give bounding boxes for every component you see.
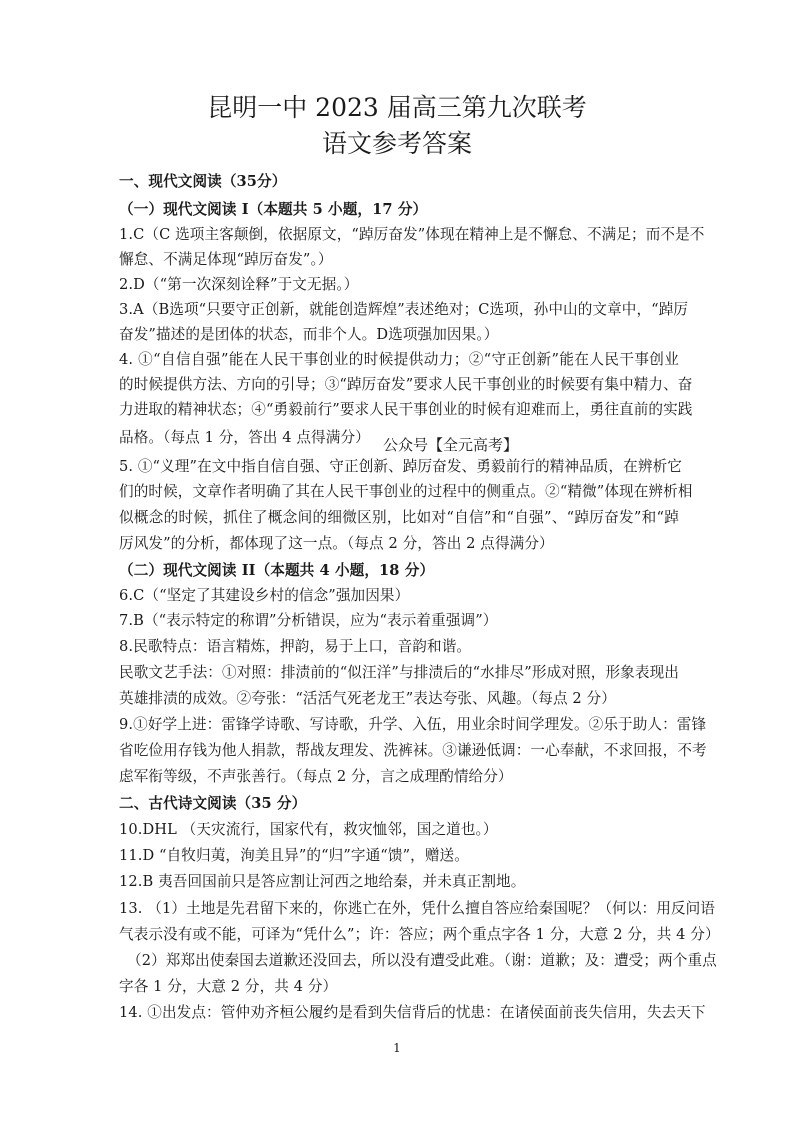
answer-q13-line: 13. （1）土地是先君留下来的，你逃亡在外，凭什么擅自答应给秦国呢？（何以：用反问语 <box>119 900 715 917</box>
answer-q14-line: 14. ①出发点：管仲劝齐桓公履约是看到失信背后的忧患：在诸侯面前丧失信用，失去天下 <box>119 1004 706 1021</box>
answer-q9-line: 省吃俭用存钱为他人捐款，帮战友理发、洗裤袜。③谦逊低调：一心奉献，不求回报，不考 <box>119 742 707 759</box>
answer-q4-line: 的时候提供方法、方向的引导；③“踔厉奋发”要求人民干事创业的时候要有集中精力、奋 <box>119 376 693 393</box>
answer-q4-line: 4. ①“自信自强”能在人民干事创业的时候提供动力；②“守正创新”能在人民干事创业 <box>119 351 679 368</box>
page-number: 1 <box>393 1041 401 1055</box>
answer-q11-line: 11.D “自牧归荑，洵美且异”的“归”字通“馈”，赠送。 <box>119 847 469 864</box>
watermark-stamp: 公众号【全元高考】 <box>383 436 519 454</box>
answer-q10-line: 10.DHL （天灾流行，国家代有，救灾恤邻，国之道也。） <box>119 821 498 838</box>
document-subtitle: 语文参考答案 <box>321 129 472 158</box>
answer-q13-line: 气表示没有或不能，可译为“凭什么”；许：答应；两个重点字各 1 分，大意 2 分，共 4 分） <box>119 926 720 943</box>
answer-q5-line: 似概念的时候，抓住了概念间的细微区别，比如对“自信”和“自强”、“踔厉奋发”和“踔 <box>119 509 679 526</box>
answer-q5-line: 们的时候，文章作者明确了其在人民干事创业的过程中的侧重点。②“精微”体现在辨析相 <box>119 483 693 500</box>
answer-q3-line: 3.A（B选项“只要守正创新，就能创造辉煌”表述绝对；C选项，孙中山的文章中，“踔厉 <box>119 301 689 318</box>
answer-q1-line: 懈怠、不满足体现“踔厉奋发”。） <box>119 251 333 268</box>
section-heading-classical-reading: 二、古代诗文阅读（35 分） <box>119 795 307 812</box>
answer-q8-line: 英雄排渍的成效。②夸张：“活活气死老龙王”表达夸张、风趣。（每点 2 分） <box>119 690 616 707</box>
answer-q12-line: 12.B 夷吾回国前只是答应割让河西之地给秦，并未真正割地。 <box>119 873 526 890</box>
answer-q7-line: 7.B（“表示特定的称谓”分析错误，应为“表示着重强调”） <box>119 612 498 629</box>
answer-q2-line: 2.D（“第一次深刻诠释”于文无据。） <box>119 276 359 293</box>
answer-q13-line: 字各 1 分，大意 2 分，共 4 分） <box>119 978 338 995</box>
answer-q9-line: 虑军衔等级，不声张善行。（每点 2 分，言之成理酌情给分） <box>119 768 513 785</box>
document-title: 昆明一中 2023 届高三第九次联考 <box>207 93 587 122</box>
answer-q8-line: 8.民歌特点：语言精炼，押韵，易于上口，音韵和谐。 <box>119 638 472 655</box>
answer-q8-line: 民歌文艺手法：①对照：排渍前的“似汪洋”与排渍后的“水排尽”形成对照，形象表现出 <box>119 664 679 681</box>
part-heading-modern-reading-2: （二）现代文阅读 II（本题共 4 小题，18 分） <box>119 562 435 579</box>
answer-q5-line: 5. ①“义理”在文中指自信自强、守正创新、踔厉奋发、勇毅前行的精神品质，在辨析它 <box>119 458 682 475</box>
answer-q4-line: 力进取的精神状态；④“勇毅前行”要求人民干事创业的时候有迎难而上，勇往直前的实践 <box>119 401 693 418</box>
answer-q5-line: 厉风发”的分析，都体现了这一点。（每点 2 分，答出 2 点得满分） <box>119 535 554 552</box>
answer-q13-line: （2）郑郑出使秦国去道歉还没回去，所以没有遭受此难。（谢：道歉；及：遭受；两个重点 <box>127 952 717 969</box>
answer-q9-line: 9.①好学上进：雷锋学诗歌、写诗歌，升学、入伍，用业余时间学理发。②乐于助人：雷锋 <box>119 716 707 733</box>
answer-q3-line: 奋发”描述的是团体的状态，而非个人。D选项强加因果。） <box>119 326 499 343</box>
answer-q6-line: 6.C（“坚定了其建设乡村的信念”强加因果） <box>119 587 410 604</box>
part-heading-modern-reading-1: （一）现代文阅读 I（本题共 5 小题，17 分） <box>119 201 428 218</box>
answer-q4-line: 品格。（每点 1 分，答出 4 点得满分） <box>119 429 370 446</box>
answer-q1-line: 1.C（C 选项主客颠倒，依据原文，“踔厉奋发”体现在精神上是不懈怠、不满足；而不是不 <box>119 226 705 243</box>
section-heading-modern-reading: 一、现代文阅读（35分） <box>119 173 287 190</box>
